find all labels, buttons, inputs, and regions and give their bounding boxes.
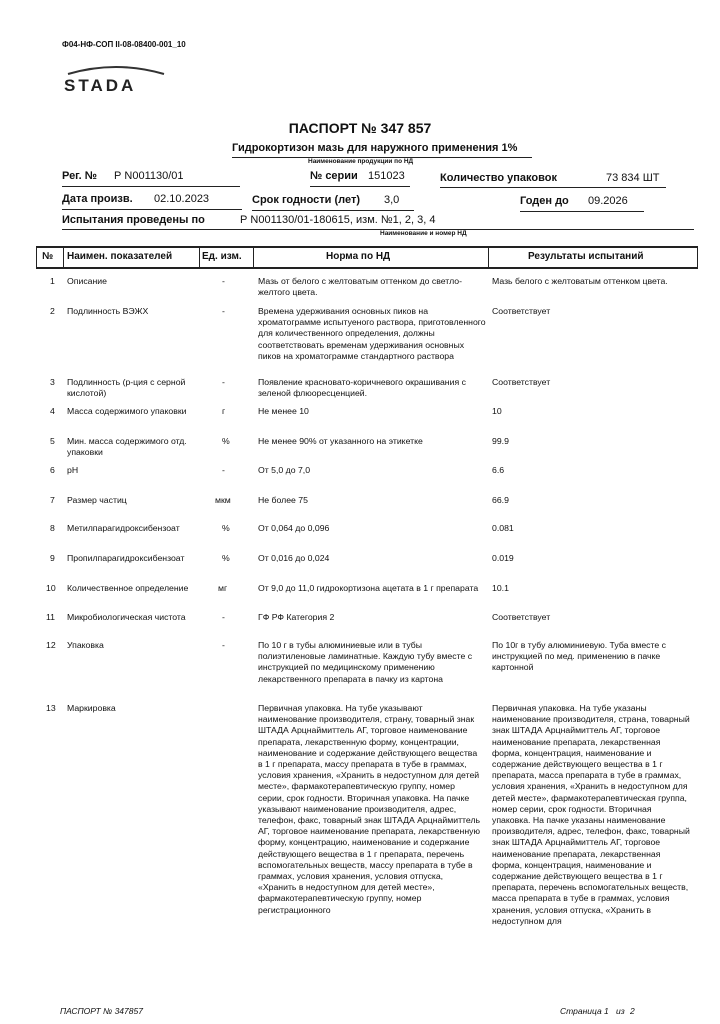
row-unit: % (222, 553, 230, 563)
row-result: 99.9 (492, 436, 509, 446)
date-label: Дата произв. (62, 193, 133, 205)
tests-label: Испытания проведены по (62, 214, 205, 226)
row-result: 6.6 (492, 465, 505, 475)
row-norm: От 0,064 до 0,096 (258, 523, 330, 533)
row-num: 10 (46, 583, 56, 593)
header-unit: Ед. изм. (202, 251, 242, 262)
product-name: Гидрокортизон мазь для наружного применения 1% (232, 142, 518, 154)
series-value: 151023 (368, 170, 405, 182)
row-num: 7 (50, 495, 55, 505)
row-norm: Мазь от белого с желтоватым оттенком до светло-желтого цвета. (258, 276, 462, 298)
reg-label: Рег. № (62, 170, 98, 182)
tests-value: Р N001130/01-180615, изм. №1, 2, 3, 4 (240, 214, 436, 226)
tests-caption: Наименование и номер НД (380, 230, 467, 237)
row-result: 0.081 (492, 523, 514, 533)
row-num: 2 (50, 306, 55, 316)
row-norm: Времена удерживания основных пиков на хроматограмме испытуеного раствора, приготовленного для количественного определения, должны соответствовать временам удерживания основных пиков на хроматограмме стандартного раствора (258, 306, 486, 361)
row-unit: мг (218, 583, 228, 593)
row-result: 66.9 (492, 495, 509, 505)
stada-logo (56, 62, 176, 106)
row-name: pH (67, 465, 79, 475)
series-label: № серии (310, 170, 358, 182)
row-unit: % (222, 523, 230, 533)
row-result: Соответствует (492, 306, 551, 316)
valid-value: 09.2026 (588, 195, 628, 207)
reg-underline (62, 186, 240, 187)
row-norm: ГФ РФ Категория 2 (258, 612, 335, 622)
row-result: Первичная упаковка. На тубе указаны наименование производителя, страна, товарный знак ШТАДА Арцнаймиттель АГ, торговое наименование препарата, лекарственная форма, концентрация, наименование и содержание действующего вещества в 1 г препарата, масса препарата в тубе в граммах, условия хранения, «Хранить в недоступном для детей месте», фармакотерапевтическая группа, номер серии, срок годности. Вторичная упаковка. На пачке указаны наименование производителя, адрес, телефон, факс, товарный знак ШТАДА Арцнаймиттель АГ, торговое наименование препарата, лекарственная форма, концентрация, наименование и содержание действующего вещества в 1 г препарата, перечень вспомогательных веществ, масса препарата в тубе в граммах, условия хранения, условия отпуска, «Хранить в недоступном для (492, 703, 690, 926)
row-unit: % (222, 436, 230, 446)
row-norm: Появление красновато-коричневого окрашивания с зеленой флюоресценцией. (258, 377, 466, 399)
page-title: ПАСПОРТ № 347 857 (288, 120, 432, 136)
row-name: Маркировка (67, 703, 116, 713)
footer-page-total: 2 (630, 1006, 635, 1016)
table-top-border (36, 246, 698, 248)
row-unit: - (222, 306, 225, 316)
row-num: 1 (50, 276, 55, 286)
footer-page-num: 1 (604, 1006, 609, 1016)
row-name: Количественное определение (67, 583, 189, 593)
row-name: Упаковка (67, 640, 104, 650)
table-divider (63, 246, 64, 267)
row-name: Размер частиц (67, 495, 127, 505)
row-name: Микробиологическая чистота (67, 612, 186, 622)
document-code: Ф04-НФ-СОП II-08-08400-001_10 (62, 40, 186, 49)
row-result: 10 (492, 406, 502, 416)
shelf-label: Срок годности (лет) (252, 194, 361, 206)
row-name: Пропилпарагидроксибензоат (67, 553, 185, 563)
row-result: Соответствует (492, 612, 551, 622)
row-norm: От 0,016 до 0,024 (258, 553, 330, 563)
row-name: Подлинность ВЭЖХ (67, 306, 149, 316)
row-name: Метилпарагидроксибензоат (67, 523, 180, 533)
date-value: 02.10.2023 (154, 193, 210, 205)
qty-value: 73 834 ШТ (606, 172, 660, 184)
row-unit: г (222, 406, 226, 416)
footer-page-of: из (616, 1006, 625, 1016)
shelf-underline (252, 210, 414, 211)
row-norm: От 9,0 до 11,0 гидрокортизона ацетата в 1 г препарата (258, 583, 479, 593)
series-underline (310, 186, 410, 187)
row-unit: - (222, 612, 225, 622)
row-norm: Не более 75 (258, 495, 308, 505)
footer-page-label: Страница (560, 1006, 602, 1016)
row-unit: - (222, 377, 225, 387)
qty-label: Количество упаковок (440, 172, 557, 184)
row-num: 5 (50, 436, 55, 446)
row-norm: Первичная упаковка. На тубе указывают наименование производителя, страну, товарный знак ШТАДА Арцнаймиттель АГ, торговое наименование препарата, лекарственную форму, концентрации, наименование и содержание действующего вещества в 1 г препарата, массу препарата в тубе в граммах, условия хранения, «Хранить в недоступном для детей месте», фармакотерапевтическую группу, номер серии, срок годности. Вторичная упаковка. На пачке указывают наименование производителя, адрес, телефон, факс, товарный знак ШТАДА Арцнаймиттель АГ, торговое наименование препарата, лекарственную форму, концентрацию, наименование и содержание действующего вещества в 1 г препарата, перечень вспомогательных веществ, массу препарата в тубе в граммах, условия хранения, условия отпуска, «Хранить в недоступном для детей месте», фармакотерапевтическую группу, номер регистрационного (258, 703, 481, 915)
row-unit: мкм (215, 495, 231, 505)
row-name: Мин. масса содержимого отд. упаковки (67, 436, 187, 458)
row-result: 10.1 (492, 583, 509, 593)
header-name: Наимен. показателей (67, 251, 173, 262)
row-name: Масса содержимого упаковки (67, 406, 187, 416)
logo-text: STADA (64, 76, 137, 95)
row-num: 12 (46, 640, 56, 650)
product-caption: Наименование продукции по НД (308, 158, 414, 165)
row-norm: Не менее 10 (258, 406, 309, 416)
row-num: 9 (50, 553, 55, 563)
shelf-value: 3,0 (384, 194, 400, 206)
header-result: Результаты испытаний (528, 251, 644, 262)
table-divider (253, 246, 254, 267)
row-unit: - (222, 640, 225, 650)
table-divider (697, 246, 698, 267)
row-name: Подлинность (р-ция с серной кислотой) (67, 377, 186, 399)
valid-underline (520, 211, 644, 212)
row-num: 6 (50, 465, 55, 475)
table-divider (488, 246, 489, 267)
row-num: 11 (46, 612, 56, 622)
row-num: 8 (50, 523, 55, 533)
row-norm: Не менее 90% от указанного на этикетке (258, 436, 423, 446)
tests-underline (62, 229, 694, 230)
row-unit: - (222, 276, 225, 286)
table-divider (199, 246, 200, 267)
footer-passport: ПАСПОРТ № 347857 (60, 1006, 143, 1016)
row-result: Соответствует (492, 377, 551, 387)
reg-value: Р N001130/01 (114, 170, 184, 182)
row-name: Описание (67, 276, 107, 286)
row-norm: По 10 г в тубы алюминиевые или в тубы полиэтиленовые ламинатные. Каждую тубу вместе с инструкцией по медицинскому применению лекарственного препарата в пачку из картона (258, 640, 473, 684)
row-num: 4 (50, 406, 55, 416)
table-divider (36, 246, 37, 267)
row-num: 3 (50, 377, 55, 387)
row-result: Мазь белого с желтоватым оттенком цвета. (492, 276, 668, 286)
table-header-bottom-border (36, 267, 698, 269)
date-underline (62, 209, 242, 210)
row-unit: - (222, 465, 225, 475)
row-result: По 10г в тубу алюминиевую. Туба вместе с инструкцией по мед. применению в пачке картонной (492, 640, 666, 673)
row-num: 13 (46, 703, 56, 713)
valid-label: Годен до (520, 195, 569, 207)
qty-underline (440, 187, 666, 188)
row-norm: От 5,0 до 7,0 (258, 465, 311, 475)
header-norm: Норма по НД (326, 251, 391, 262)
header-num: № (42, 251, 54, 262)
row-result: 0.019 (492, 553, 514, 563)
